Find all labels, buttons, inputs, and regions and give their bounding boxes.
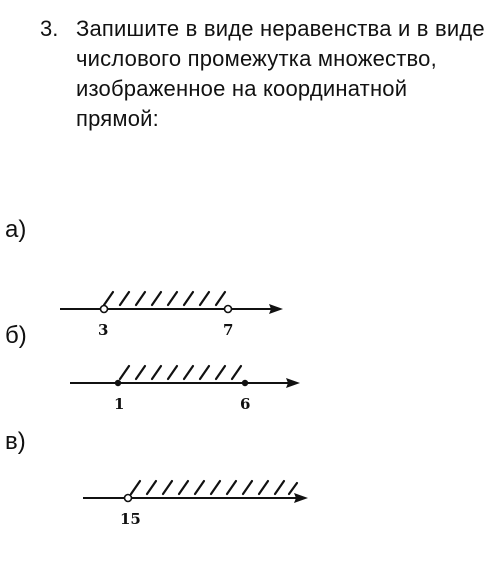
tick-label-3: 3 — [98, 321, 109, 339]
open-point-7 — [225, 306, 232, 313]
filled-point-1 — [115, 380, 121, 386]
item-label-b: б) — [5, 322, 27, 349]
number-line-3 — [83, 481, 308, 528]
task-number: 3. — [40, 16, 59, 41]
tick-label-7: 7 — [223, 321, 234, 339]
open-point-3 — [101, 306, 108, 313]
arrow-head-icon — [286, 378, 300, 388]
open-point-15 — [125, 495, 132, 502]
hatching — [131, 481, 297, 494]
tick-label-1: 1 — [114, 395, 125, 413]
filled-point-6 — [242, 380, 248, 386]
item-label-c: в) — [5, 428, 26, 455]
arrow-head-icon — [294, 493, 308, 503]
arrow-head-icon — [269, 304, 283, 314]
hatching — [120, 366, 241, 379]
tick-label-15: 15 — [120, 510, 141, 528]
number-line-2 — [70, 366, 300, 413]
hatching — [104, 292, 225, 305]
tick-label-6: 6 — [240, 395, 251, 413]
item-label-a: а) — [5, 216, 27, 243]
number-line-1 — [60, 292, 283, 339]
task-statement: Запишите в виде неравенства и в виде числового промежутка множество, изображенное на координатной прямой: — [76, 16, 485, 131]
